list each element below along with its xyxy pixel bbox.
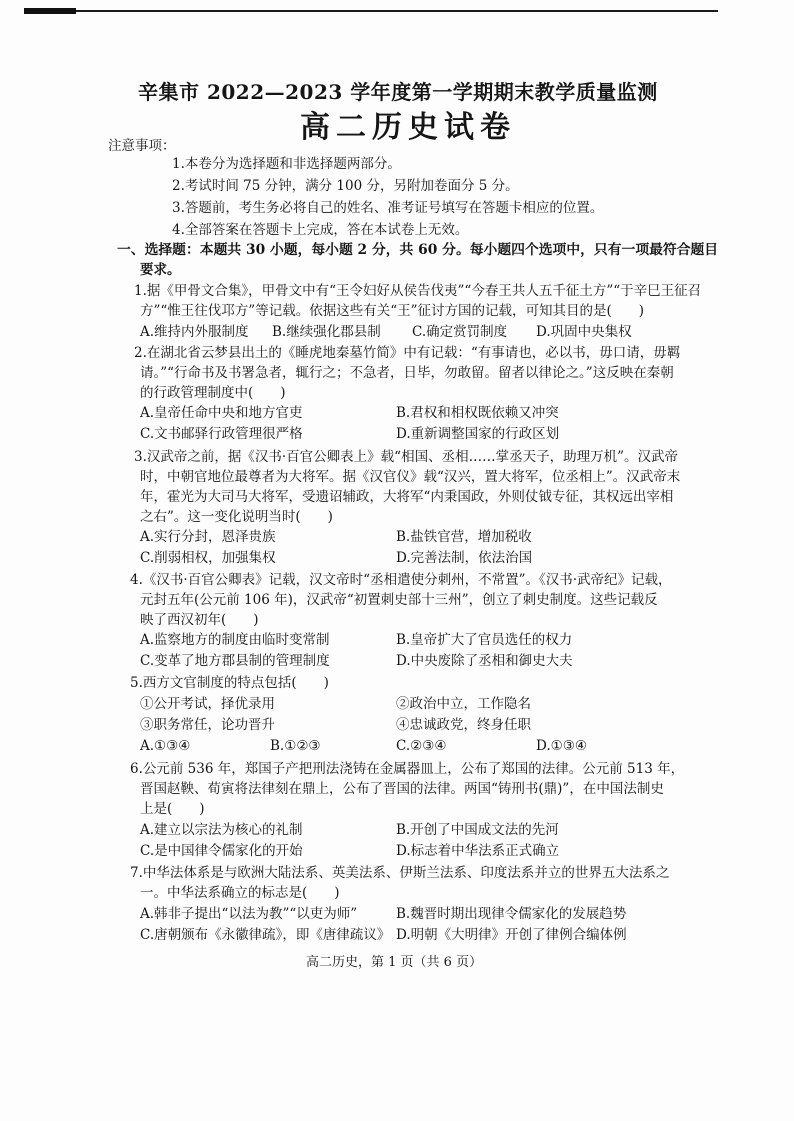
question-stem: 7.中华法体系是与欧洲大陆法系、英美法系、伊斯兰法系、印度法系并立的世界五大法系之 [130, 865, 670, 881]
option-a: A.实行分封，恩泽贵族 [140, 529, 276, 545]
note-item: 1.本卷分为选择题和非选择题两部分。 [172, 156, 401, 172]
option-d: D.巩固中央集权 [536, 324, 632, 340]
option-b: B.君权和相权既依赖又冲突 [396, 405, 559, 421]
option-b: B.魏晋时期出现律令儒家化的发展趋势 [396, 906, 627, 922]
option-b: B.①②③ [270, 738, 321, 754]
question-stem: 请。”“行命书及书署急者，辄行之；不急者，日毕，勿敢留。留者以律论之。”这反映在秦朝 [140, 365, 674, 381]
question-stem: 4.《汉书·百官公卿表》记载，汉文帝时“丞相遣使分刺州，不常置”。《汉书·武帝纪》记载， [130, 572, 672, 588]
exam-subject-title: 高二历史试卷 [300, 110, 516, 145]
statement-item: ③职务常任，论功晋升 [140, 717, 275, 733]
option-c: C.削弱相权，加强集权 [140, 550, 276, 566]
option-d: D.标志着中华法系正式确立 [396, 843, 560, 859]
note-item: 3.答题前，考生务必将自己的姓名、准考证号填写在答题卡相应的位置。 [172, 200, 604, 216]
question-stem: 元封五年(公元前 106 年)，汉武帝“初置刺史部十三州”，创立了刺史制度。这些记载反 [140, 592, 658, 608]
option-c: C.②③④ [396, 738, 447, 754]
statement-item: ②政治中立，工作隐名 [396, 696, 531, 712]
notes-heading: 注意事项： [108, 138, 176, 154]
option-d: D.明朝《大明律》开创了律例合编体例 [396, 927, 627, 943]
option-b: B.继续强化郡县制 [272, 324, 381, 340]
option-b: B.皇帝扩大了官员选任的权力 [396, 632, 573, 648]
top-border-line [28, 10, 718, 12]
option-c: C.确定赏罚制度 [412, 324, 508, 340]
option-c: C.唐朝颁布《永徽律疏》，即《唐律疏议》 [140, 927, 391, 943]
question-stem: 年，霍光为大司马大将军，受遗诏辅政，大将军“内秉国政，外则仗钺专征，其权远出宰相 [140, 489, 674, 505]
option-c: C.是中国律令儒家化的开始 [140, 843, 303, 859]
option-a: A.韩非子提出“以法为教”“以吏为师” [140, 906, 358, 922]
option-d: D.完善法制，依法治国 [396, 550, 533, 566]
option-a: A.监察地方的制度由临时变常制 [140, 632, 330, 648]
question-stem: 一。中华法系确立的标志是( ) [140, 885, 340, 901]
option-d: D.重新调整国家的行政区划 [396, 426, 560, 442]
top-corner-mark [24, 8, 76, 14]
option-a: A.建立以宗法为核心的礼制 [140, 822, 303, 838]
question-stem: 之右”。这一变化说明当时( ) [140, 509, 333, 525]
note-item: 2.考试时间 75 分钟，满分 100 分，另附加卷面分 5 分。 [172, 178, 519, 194]
question-stem: 上是( ) [140, 801, 205, 817]
option-c: C.文书邮驿行政管理很严格 [140, 426, 303, 442]
section-heading: 一、选择题：本题共 30 小题，每小题 2 分，共 60 分。每小题四个选项中，只有一项最符合题目 [117, 242, 719, 258]
question-stem: 2.在湖北省云梦县出土的《睡虎地秦墓竹简》中有记载：“有事请也，必以书，毋口请，毋羁 [134, 345, 681, 361]
question-stem: 的行政管理制度中( ) [140, 385, 286, 401]
exam-title: 辛集市 2022—2023 学年度第一学期期末教学质量监测 [138, 80, 658, 104]
question-stem: 3.汉武帝之前，据《汉书·百官公卿表上》载“相国、丞相……掌丞天子，助理万机”。汉武帝 [134, 449, 678, 465]
option-c: C.变革了地方郡县制的管理制度 [140, 653, 330, 669]
option-d: D.中央废除了丞相和御史大夫 [396, 653, 573, 669]
section-heading-cont: 要求。 [140, 262, 181, 278]
option-a: A.皇帝任命中央和地方官吏 [140, 405, 303, 421]
option-b: B.开创了中国成文法的先河 [396, 822, 559, 838]
option-a: A.维持内外服制度 [140, 324, 249, 340]
option-a: A.①③④ [140, 738, 191, 754]
page-footer: 高二历史，第 1 页（共 6 页） [306, 955, 483, 970]
question-stem: 方”“惟王往伐邛方”等记载。依据这些有关“王”征讨方国的记载，可知其目的是( ) [140, 303, 645, 319]
question-stem: 1.据《甲骨文合集》，甲骨文中有“王令妇好从侯告伐夷”“今春王共人五千征土方”“于辛巳王征召 [134, 283, 702, 299]
option-d: D.①③④ [536, 738, 587, 754]
question-stem: 6.公元前 536 年，郑国子产把刑法浇铸在金属器皿上，公布了郑国的法律。公元前 513 年， [130, 761, 685, 777]
question-stem: 时，中朝官地位最尊者为大将军。据《汉官仪》载“汉兴，置大将军，位丞相上”。汉武帝末 [140, 469, 681, 485]
statement-item: ④忠诚政党，终身任职 [396, 717, 531, 733]
question-stem: 5.西方文官制度的特点包括( ) [130, 675, 329, 691]
question-stem: 晋国赵鞅、荀寅将法律刻在鼎上，公布了晋国的法律。两国“铸刑书(鼎)”，在中国法制史 [140, 781, 664, 797]
question-stem: 映了西汉初年( ) [140, 612, 259, 628]
option-b: B.盐铁官营，增加税收 [396, 529, 532, 545]
statement-item: ①公开考试，择优录用 [140, 696, 275, 712]
note-item: 4.全部答案在答题卡上完成，答在本试卷上无效。 [172, 222, 469, 238]
